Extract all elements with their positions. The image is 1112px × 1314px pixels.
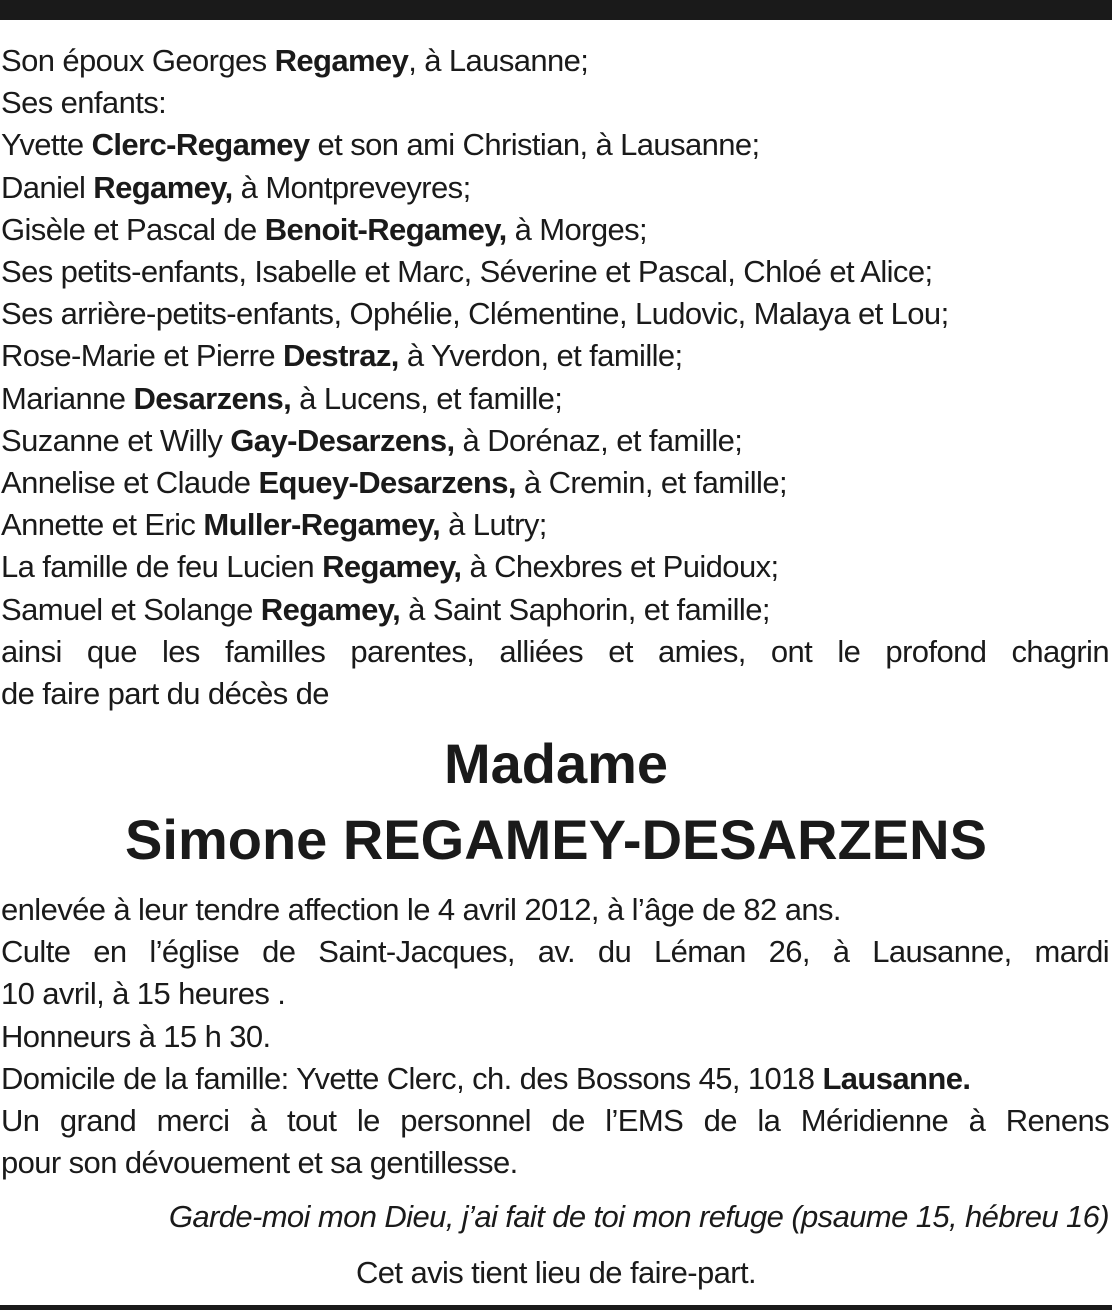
honours-line: Honneurs à 15 h 30. [1, 1018, 271, 1054]
family-line-place: à Montpreveyres; [232, 169, 471, 205]
family-line-text: Yvette [1, 127, 92, 163]
family-line-text: Rose-Marie et Pierre [1, 338, 283, 374]
family-line-text: Annette et Eric [1, 507, 204, 543]
family-line [1, 40, 1109, 82]
family-surname: Regamey, [322, 549, 462, 585]
family-line-text: Annelise et Claude [1, 465, 259, 501]
family-line-place: à Cremin, et famille; [515, 465, 787, 501]
thanks-line: pour son dévouement et sa gentillesse. [1, 1145, 518, 1181]
family-surname: Muller-Regamey, [203, 507, 441, 543]
family-line [1, 82, 1109, 124]
family-surname: Regamey, [93, 169, 233, 205]
family-line-place: à Lutry; [440, 507, 547, 543]
psalm-quote: Garde-moi mon Dieu, j’ai fait de toi mon refuge (psaume 15, hébreu 16) [168, 1199, 1109, 1234]
family-line-text: Daniel [1, 169, 94, 205]
announcement-line: de faire part du décès de [1, 676, 329, 712]
family-line-place: à Dorénaz, et famille; [454, 422, 743, 458]
family-line-place: , à Lausanne; [408, 43, 589, 78]
family-line-place: à Chexbres et Puidoux; [461, 549, 779, 585]
thanks-line: Un grand merci à tout le personnel de l’EMS de la Méridienne à Renens [1, 1103, 1109, 1139]
family-surname: Clerc-Regamey [91, 127, 310, 163]
family-line-text: Son époux Georges [1, 43, 275, 78]
family-line [1, 167, 1109, 209]
family-line-text: Samuel et Solange [1, 591, 261, 627]
family-line [1, 209, 1109, 251]
family-line-text: Ses petits-enfants, Isabelle et Marc, Séverine et Pascal, Chloé et Alice; [1, 254, 933, 290]
family-line-place: à Lucens, et famille; [291, 380, 563, 416]
family-line [1, 546, 1109, 588]
closing-notice: Cet avis tient lieu de faire-part. [355, 1255, 757, 1290]
family-line [1, 124, 1109, 166]
domicile-line [1, 1058, 1109, 1100]
family-line [1, 589, 1109, 631]
family-line [1, 504, 1109, 546]
family-line-place: et son ami Christian, à Lausanne; [309, 127, 760, 163]
family-surname: Desarzens, [133, 380, 292, 416]
family-line-text: Ses arrière-petits-enfants, Ophélie, Clémentine, Ludovic, Malaya et Lou; [1, 296, 949, 332]
domicile-city: Lausanne. [822, 1060, 971, 1096]
announcement-line: ainsi que les familles parentes, alliées et amies, ont le profond chagrin [1, 633, 1109, 669]
family-line-place: à Morges; [506, 211, 648, 247]
passing-line: enlevée à leur tendre affection le 4 avril 2012, à l’âge de 82 ans. [1, 892, 841, 927]
family-surname: Gay-Desarzens, [230, 422, 455, 458]
deceased-name: Simone REGAMEY-DESARZENS [125, 808, 987, 871]
family-list [1, 40, 1109, 715]
family-line [1, 251, 1109, 293]
family-surname: Regamey, [260, 591, 401, 627]
deceased-honorific: Madame [443, 732, 669, 795]
family-line-text: Ses enfants: [1, 85, 167, 121]
service-line: 10 avril, à 15 heures . [1, 976, 286, 1012]
family-line-text: Marianne [1, 380, 134, 416]
bottom-rule [0, 1305, 1112, 1310]
family-line-text: Gisèle et Pascal de [1, 211, 265, 247]
family-surname: Regamey [274, 43, 409, 78]
family-line-place: à Yverdon, et famille; [398, 338, 683, 374]
family-line-text: La famille de feu Lucien [1, 549, 323, 585]
family-line [1, 420, 1109, 462]
family-surname: Equey-Desarzens, [258, 465, 516, 501]
family-surname: Destraz, [283, 338, 399, 374]
family-line [1, 335, 1109, 377]
family-line-place: à Saint Saphorin, et famille; [400, 591, 770, 627]
top-rule [0, 0, 1112, 20]
family-surname: Benoit-Regamey, [264, 211, 507, 247]
family-line-text: Suzanne et Willy [1, 422, 231, 458]
domicile-text: Domicile de la famille: Yvette Clerc, ch. des Bossons 45, 1018 [1, 1060, 823, 1096]
service-line: Culte en l’église de Saint-Jacques, av. du Léman 26, à Lausanne, mardi [1, 934, 1109, 970]
service-details [1, 889, 1109, 1184]
family-line [1, 462, 1109, 504]
family-line [1, 378, 1109, 420]
family-line [1, 293, 1109, 335]
